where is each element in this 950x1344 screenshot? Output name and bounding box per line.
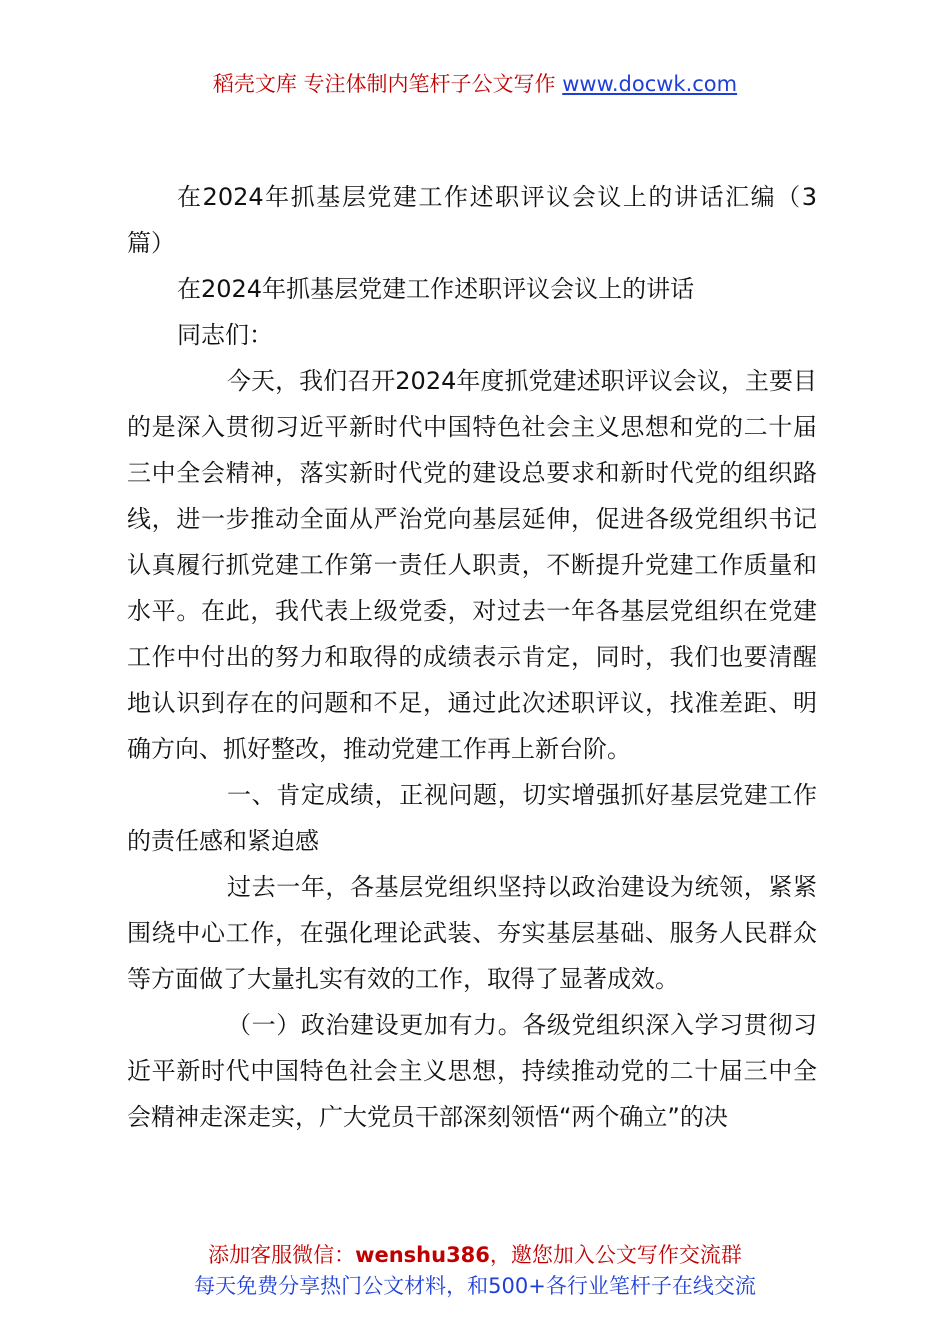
- paragraph-3: （一）政治建设更加有力。各级党组织深入学习贯彻习近平新时代中国特色社会主义思想，持续推动党的二十届三中全会精神走深走实，广大党员干部深刻领悟“两个确立”的决: [127, 1011, 817, 1131]
- footer-contact-line: [0, 1240, 950, 1271]
- document-body: [127, 174, 817, 1140]
- header-url-link[interactable]: www.docwk.com: [562, 72, 738, 96]
- page-footer: [0, 1240, 950, 1302]
- footer-contact-suffix: ，邀您加入公文写作交流群: [489, 1243, 742, 1267]
- footer-wechat-id: wenshu386: [355, 1243, 490, 1267]
- salutation: 同志们：: [177, 321, 273, 349]
- header-brand: 稻壳文库 专注体制内笔杆子公文写作: [212, 72, 556, 96]
- footer-contact-prefix: 添加客服微信：: [208, 1243, 356, 1267]
- paragraph-1: 今天，我们召开2024年度抓党建述职评议会议，主要目的是深入贯彻习近平新时代中国特色社会主义思想和党的二十届三中全会精神，落实新时代党的建设总要求和新时代党的组织路线，进一步推动全面从严治党向基层延伸，促进各级党组织书记认真履行抓党建工作第一责任人职责，不断提升党建工作质量和水平。在此，我代表上级党委，对过去一年各基层党组织在党建工作中付出的努力和取得的成绩表示肯定，同时，我们也要清醒地认识到存在的问题和不足，通过此次述职评议，找准差距、明确方向、抓好整改，推动党建工作再上新台阶。: [127, 367, 817, 763]
- footer-share-line: 每天免费分享热门公文材料，和500+各行业笔杆子在线交流: [194, 1274, 756, 1298]
- paragraph-2: 过去一年，各基层党组织坚持以政治建设为统领，紧紧围绕中心工作，在强化理论武装、夯实基层基础、服务人民群众等方面做了大量扎实有效的工作，取得了显著成效。: [127, 873, 817, 993]
- document-title: 在2024年抓基层党建工作述职评议会议上的讲话汇编（3篇）: [127, 183, 817, 257]
- page-header: [0, 68, 950, 98]
- document-subtitle: 在2024年抓基层党建工作述职评议会议上的讲话: [177, 275, 695, 303]
- section-1-heading: 一、肯定成绩，正视问题，切实增强抓好基层党建工作的责任感和紧迫感: [127, 781, 817, 855]
